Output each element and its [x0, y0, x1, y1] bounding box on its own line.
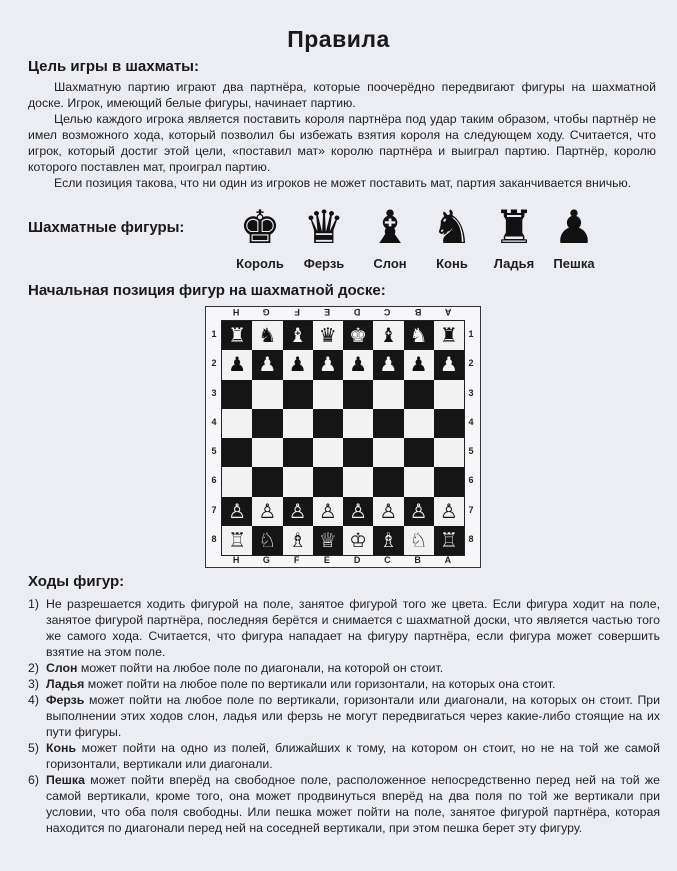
board-square	[434, 467, 464, 496]
board-square	[434, 380, 464, 409]
board-square	[313, 350, 343, 379]
board-piece-icon: ♚	[349, 323, 368, 347]
board-square	[373, 321, 403, 350]
rook-icon: ♜	[493, 200, 535, 254]
board-square	[343, 526, 373, 555]
piece-pawn	[544, 200, 604, 271]
board-piece-icon: ♜	[439, 323, 458, 347]
board-piece-icon: ♟	[258, 352, 277, 377]
board-square	[252, 497, 282, 526]
board-square	[343, 467, 373, 496]
board-piece-icon: ♞	[258, 323, 277, 347]
board-square	[373, 409, 403, 438]
file-label-bottom: B	[414, 555, 421, 565]
rank-label-left: 2	[211, 358, 217, 369]
board-square	[434, 409, 464, 438]
board-square	[222, 438, 252, 467]
rule-piece-name: Конь	[46, 741, 77, 755]
file-label-top: C	[384, 307, 391, 317]
board-square	[313, 321, 343, 350]
file-label-top: F	[293, 307, 300, 317]
rank-label-right: 5	[468, 446, 474, 456]
board-square	[252, 409, 282, 438]
board-piece-icon: ♟	[349, 352, 368, 377]
move-rule	[28, 660, 660, 676]
board-square	[404, 350, 434, 379]
page-title: Правила	[287, 26, 390, 52]
board-square	[373, 497, 403, 526]
board-square	[252, 321, 282, 350]
king-icon: ♚	[239, 200, 281, 254]
board-piece-icon: ♗	[379, 527, 398, 552]
board-piece-icon: ♙	[288, 498, 307, 523]
board-square	[343, 321, 373, 350]
board-square	[373, 350, 403, 379]
piece-bishop	[360, 200, 420, 271]
board-grid	[221, 320, 465, 556]
file-label-bottom: D	[353, 555, 361, 565]
rule-number: 2)	[28, 661, 39, 675]
board-piece-icon: ♝	[288, 323, 307, 347]
board-square	[283, 526, 313, 555]
board-piece-icon: ♝	[379, 323, 398, 347]
moves-list	[28, 596, 660, 836]
rule-text: может пойти на одно из полей, ближайших к тому, на котором он стоит, но не на той же самой горизонтали, вертикали или диагонали.	[46, 741, 660, 771]
board-square	[434, 438, 464, 467]
board-square	[404, 526, 434, 555]
board-square	[283, 380, 313, 409]
piece-label: Конь	[436, 256, 468, 271]
rule-text: может пойти вперёд на свободное поле, расположенное непосредственно перед ней на той же самой вертикали, кроме того, она может продвинуться вперёд на два поля по той же вертикали при условии, что оба поля свободны. Или пешка может пойти на поле, занятое фигурой партнёра, которая находится по диагонали перед ней на соседней вертикали, при этом пешка берет эту фигуру.	[46, 773, 660, 835]
board-square	[283, 467, 313, 496]
board-square	[313, 438, 343, 467]
board-square	[283, 321, 313, 350]
board-square	[222, 409, 252, 438]
rank-label-right: 2	[468, 358, 474, 369]
board-square	[373, 438, 403, 467]
move-rule	[28, 596, 660, 660]
board-square	[313, 526, 343, 555]
board-square	[222, 467, 252, 496]
board-square	[283, 409, 313, 438]
board-square	[252, 350, 282, 379]
board-piece-icon: ♙	[349, 498, 368, 523]
rank-label-left: 8	[211, 533, 217, 544]
pawn-icon: ♟	[553, 200, 595, 254]
move-rule	[28, 676, 660, 692]
file-label-bottom: G	[262, 555, 270, 565]
piece-king	[230, 200, 290, 271]
rule-number: 4)	[28, 693, 39, 707]
rule-text: может пойти на любое поле по вертикали или горизонтали, на которых она стоит.	[84, 677, 556, 691]
board-square	[313, 467, 343, 496]
board-piece-icon: ♟	[288, 352, 307, 377]
board-piece-icon: ♜	[228, 323, 247, 347]
board-square	[404, 409, 434, 438]
file-label-top: D	[353, 307, 361, 317]
piece-label: Пешка	[553, 256, 595, 271]
rank-label-left: 3	[211, 387, 217, 398]
rule-text: может пойти на любое поле по вертикали, горизонтали или диагонали, на которых он стоит. При выполнении этих ходов слон, ладья или ферзь не могут передвигаться через какие-либо стоящие на их пути фигуры.	[46, 693, 660, 739]
board-piece-icon: ♛	[318, 323, 337, 347]
move-rule	[28, 740, 660, 772]
piece-knight	[422, 200, 482, 271]
piece-label: Ладья	[493, 256, 535, 271]
board-piece-icon: ♟	[228, 352, 247, 377]
rule-number: 1)	[28, 597, 39, 611]
board-piece-icon: ♘	[258, 527, 277, 552]
rule-number: 3)	[28, 677, 39, 691]
rank-label-left: 1	[211, 329, 217, 339]
board-square	[404, 321, 434, 350]
piece-queen	[294, 200, 354, 271]
board-square	[404, 380, 434, 409]
file-label-top: E	[323, 307, 330, 317]
board-piece-icon: ♙	[379, 498, 398, 523]
rank-label-right: 7	[468, 504, 474, 515]
file-label-top: B	[414, 307, 421, 317]
board-square	[373, 526, 403, 555]
piece-label: Слон	[373, 256, 407, 271]
board-square	[252, 526, 282, 555]
board-square	[434, 526, 464, 555]
board-piece-icon: ♗	[288, 527, 307, 552]
rule-number: 5)	[28, 741, 39, 755]
rank-label-right: 1	[468, 329, 474, 339]
board-square	[404, 497, 434, 526]
board-piece-icon: ♖	[228, 527, 247, 552]
board-square	[222, 350, 252, 379]
rule-piece-name: Ладья	[46, 677, 85, 691]
move-rule	[28, 772, 660, 836]
chessboard	[205, 306, 481, 568]
board-square	[343, 438, 373, 467]
rule-piece-name: Слон	[46, 661, 78, 675]
board-square	[434, 497, 464, 526]
piece-label: Король	[236, 256, 284, 271]
board-square	[283, 497, 313, 526]
pieces-row	[230, 200, 610, 280]
file-label-bottom: A	[444, 555, 452, 565]
file-label-top: H	[232, 307, 240, 317]
board-square	[343, 497, 373, 526]
file-label-bottom: H	[232, 555, 240, 565]
rank-label-left: 5	[211, 446, 217, 456]
board-square	[222, 321, 252, 350]
board-square	[313, 497, 343, 526]
board-piece-icon: ♟	[409, 352, 428, 377]
goal-paragraph: Если позиция такова, что ни один из игроков не может поставить мат, партия заканчивается вничью.	[54, 176, 632, 190]
queen-icon: ♛	[303, 200, 345, 254]
goal-text	[28, 79, 656, 191]
board-square	[373, 380, 403, 409]
goal-paragraph: Целью каждого игрока является поставить короля партнёра под удар таким образом, чтобы партнёр не имел возможного хода, который позволил бы избежать взятия короля на следующем ходу. Считается, что игрок, который достиг этой цели, «поставил мат» королю партнёра и выиграл партию. Партнёр, королю которого поставлен мат, проиграл партию.	[28, 112, 656, 174]
board-piece-icon: ♙	[228, 498, 247, 523]
board-piece-icon: ♙	[318, 498, 337, 523]
rule-piece-name: Пешка	[46, 773, 85, 787]
file-label-bottom: E	[323, 555, 330, 565]
pieces-heading: Шахматные фигуры:	[28, 219, 185, 236]
board-square	[222, 497, 252, 526]
rule-number: 6)	[28, 773, 39, 787]
move-rule	[28, 692, 660, 740]
board-piece-icon: ♙	[409, 498, 428, 523]
board-square	[404, 467, 434, 496]
bishop-icon: ♝	[369, 200, 411, 254]
board-piece-icon: ♟	[439, 352, 458, 377]
board-square	[313, 380, 343, 409]
board-square	[434, 321, 464, 350]
piece-rook	[484, 200, 544, 271]
board-square	[252, 438, 282, 467]
board-square	[434, 350, 464, 379]
rank-label-left: 6	[211, 475, 217, 486]
board-square	[343, 380, 373, 409]
board-piece-icon: ♖	[439, 527, 458, 552]
board-piece-icon: ♘	[409, 527, 428, 552]
board-square	[222, 526, 252, 555]
board-piece-icon: ♙	[258, 498, 277, 523]
board-square	[404, 438, 434, 467]
board-piece-icon: ♟	[318, 352, 337, 377]
piece-label: Ферзь	[303, 256, 345, 271]
goal-paragraph: Шахматную партию играют два партнёра, которые поочерёдно передвигают фигуры на шахматной доске. Игрок, имеющий белые фигуры, начинает партию.	[28, 80, 656, 110]
rank-label-right: 3	[468, 387, 474, 398]
board-square	[343, 350, 373, 379]
rule-text: может пойти на любое поле по диагонали, на которой он стоит.	[77, 661, 444, 675]
rank-label-left: 7	[211, 504, 217, 515]
board-piece-icon: ♞	[409, 323, 428, 347]
board-square	[373, 467, 403, 496]
board-piece-icon: ♔	[349, 527, 368, 552]
rule-text: Не разрешается ходить фигурой на поле, занятое фигурой того же цвета. Если фигура ходит на поле, занятое фигурой партнёра, последняя берётся и снимается с шахматной доски, что является частью того же самого хода. Считается, что фигура нападает на фигуру партнёра, если фигура может совершить взятие на этом поле.	[46, 597, 660, 659]
board-square	[283, 350, 313, 379]
rank-label-right: 6	[468, 475, 474, 486]
file-label-bottom: C	[384, 555, 391, 565]
board-square	[222, 380, 252, 409]
file-label-top: G	[262, 307, 270, 317]
knight-icon: ♞	[431, 200, 473, 254]
board-piece-icon: ♕	[318, 527, 337, 552]
board-square	[343, 409, 373, 438]
board-piece-icon: ♟	[379, 352, 398, 377]
board-heading: Начальная позиция фигур на шахматной доске:	[28, 282, 386, 299]
file-label-top: A	[444, 307, 452, 317]
rank-label-right: 8	[468, 533, 474, 544]
board-square	[313, 409, 343, 438]
moves-heading: Ходы фигур:	[28, 573, 125, 590]
goal-heading: Цель игры в шахматы:	[28, 58, 199, 75]
board-square	[283, 438, 313, 467]
board-square	[252, 467, 282, 496]
file-label-bottom: F	[293, 555, 300, 565]
board-piece-icon: ♙	[439, 498, 458, 523]
rank-label-left: 4	[211, 416, 217, 427]
board-square	[252, 380, 282, 409]
rank-label-right: 4	[468, 416, 474, 427]
rule-piece-name: Ферзь	[46, 693, 85, 707]
